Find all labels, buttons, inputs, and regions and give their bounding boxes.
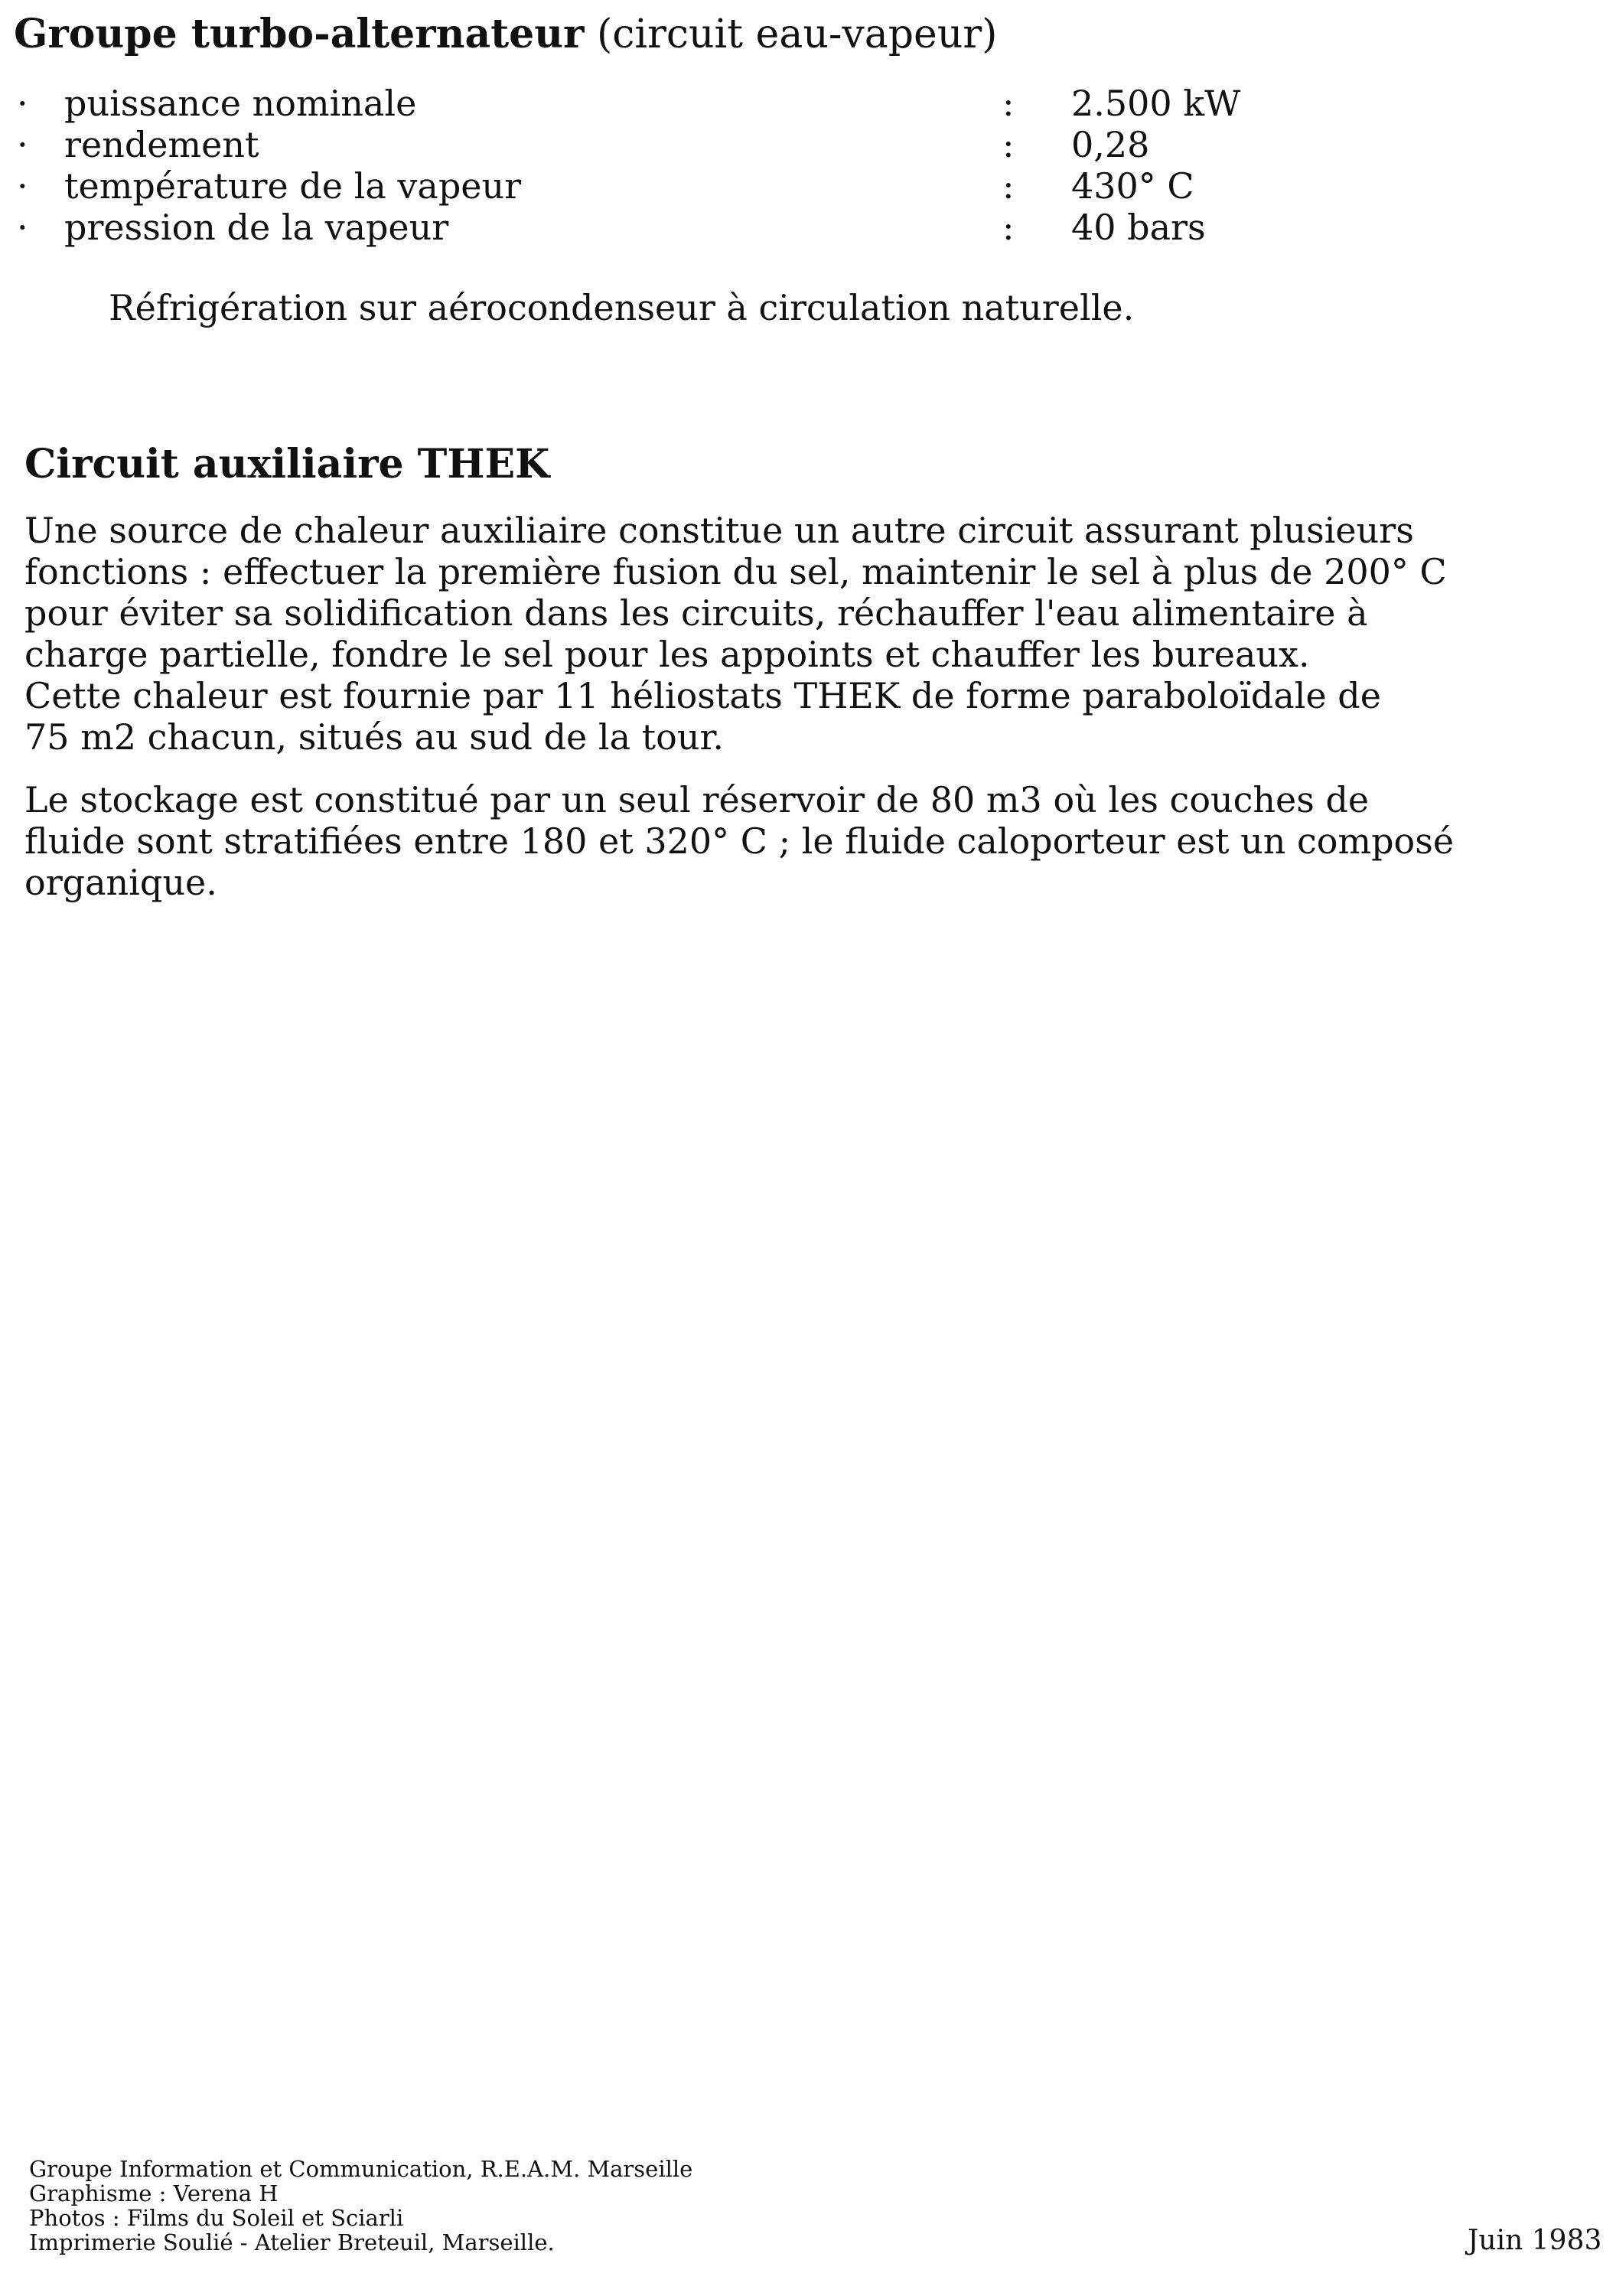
spec-separator: : <box>1002 83 1015 124</box>
bullet-icon: · <box>17 83 28 124</box>
spec-separator: : <box>1002 124 1015 165</box>
bullet-icon: · <box>17 165 28 207</box>
credit-line-graphisme: Graphisme : Verena H <box>29 2180 279 2206</box>
paragraph-line: Une source de chaleur auxiliaire constitue un autre circuit assurant plusieurs <box>24 510 1414 551</box>
section-title-main: Circuit auxiliaire THEK <box>24 441 550 488</box>
spec-label: pression de la vapeur <box>64 207 449 248</box>
turbo-spec-list <box>17 83 1318 248</box>
bullet-icon: · <box>17 124 28 165</box>
bullet-icon: · <box>17 207 28 248</box>
spec-value: 430° C <box>1071 165 1194 207</box>
paragraph-line: charge partielle, fondre le sel pour les appoints et chauffer les bureaux. <box>24 634 1310 675</box>
publication-date: Juin 1983 <box>1468 2225 1602 2256</box>
paragraph-line: Le stockage est constitué par un seul réservoir de 80 m3 où les couches de <box>24 779 1370 820</box>
spec-row-puissance <box>17 83 1318 124</box>
paragraph-line: 75 m2 chacun, situés au sud de la tour. <box>24 716 725 758</box>
section-title-main: Groupe turbo-alternateur <box>14 11 585 57</box>
spec-label: puissance nominale <box>64 83 417 124</box>
spec-label: température de la vapeur <box>64 165 522 207</box>
paragraph-line: Cette chaleur est fournie par 11 héliostats THEK de forme paraboloïdale de <box>24 675 1381 716</box>
refrigeration-note: Réfrigération sur aérocondenseur à circulation naturelle. <box>109 287 1135 328</box>
spec-separator: : <box>1002 207 1015 248</box>
section-title-thek <box>24 442 549 487</box>
spec-value: 2.500 kW <box>1071 83 1241 124</box>
credit-line-photos: Photos : Films du Soleil et Sciarli <box>29 2205 404 2231</box>
credit-line-publisher: Groupe Information et Communication, R.E.A.M. Marseille <box>29 2156 693 2182</box>
spec-label: rendement <box>64 124 259 165</box>
spec-row-rendement <box>17 124 1318 165</box>
section-title-subtitle: (circuit eau-vapeur) <box>596 11 998 57</box>
paragraph-line: pour éviter sa solidification dans les circuits, réchauffer l'eau alimentaire à <box>24 592 1368 634</box>
paragraph-line: fonctions : effectuer la première fusion du sel, maintenir le sel à plus de 200° C <box>24 551 1447 592</box>
spec-value: 40 bars <box>1071 207 1206 248</box>
spec-row-temperature <box>17 165 1318 207</box>
spec-row-pression <box>17 207 1318 248</box>
spec-separator: : <box>1002 165 1015 207</box>
credit-line-imprimerie: Imprimerie Soulié - Atelier Breteuil, Marseille. <box>29 2229 555 2255</box>
section-title-turbo-alternateur <box>14 12 997 57</box>
spec-value: 0,28 <box>1071 124 1150 165</box>
thek-paragraph-source <box>24 510 1585 758</box>
thek-paragraph-stockage <box>24 779 1585 903</box>
paragraph-line: fluide sont stratifiées entre 180 et 320° C ; le fluide caloporteur est un composé <box>24 820 1455 862</box>
paragraph-line: organique. <box>24 862 217 903</box>
footer-credits <box>29 2157 692 2255</box>
